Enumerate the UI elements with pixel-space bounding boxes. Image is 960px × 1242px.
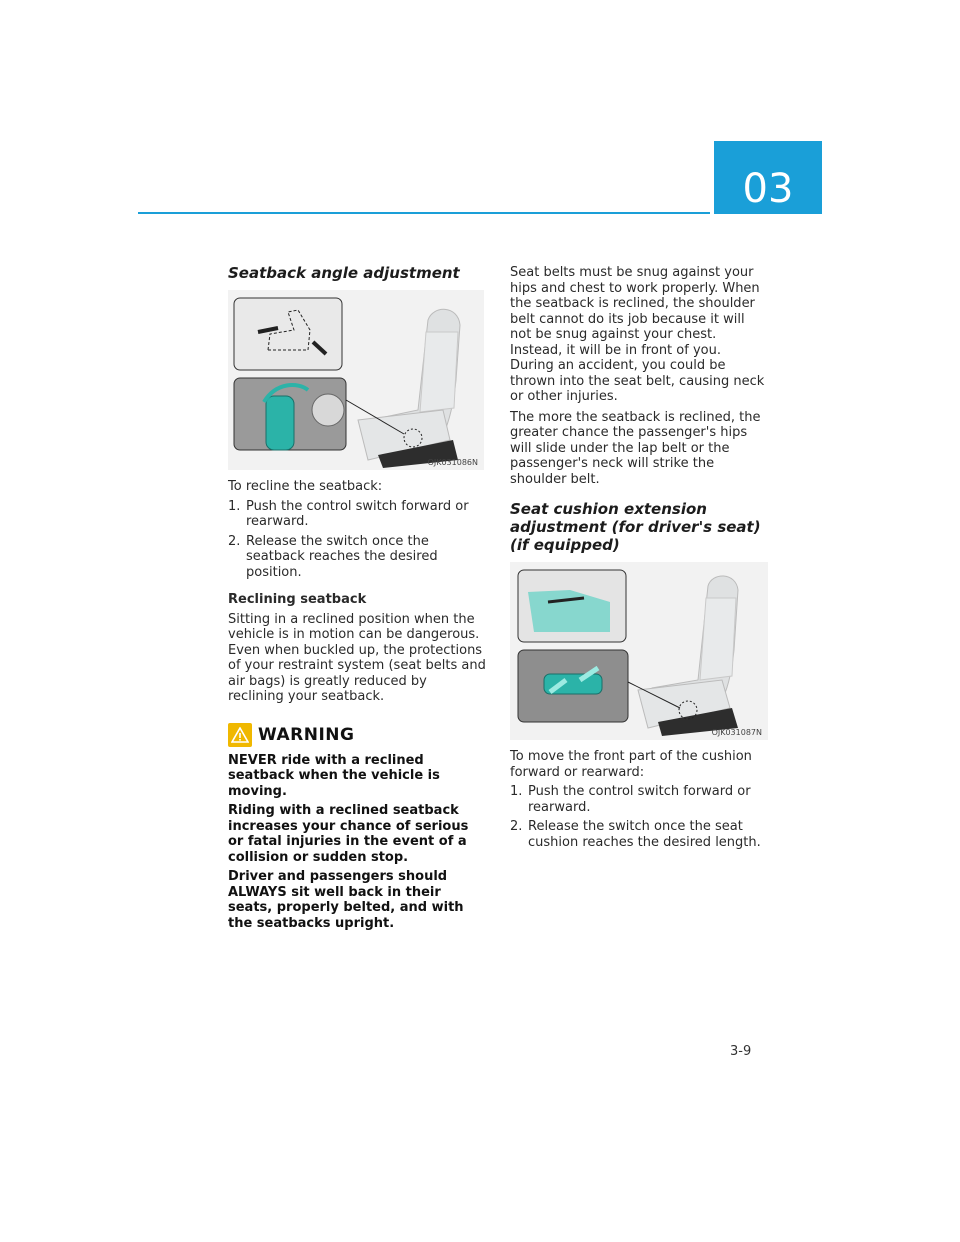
step-text: Push the control switch forward or rearward. [246, 498, 469, 529]
figure-code: OJK031087N [711, 728, 762, 737]
warning-text-3: Driver and passengers should ALWAYS sit well back in their seats, properly belted, and with the seatbacks upright. [228, 869, 464, 931]
intro-text: To move the front part of the cushion forward or rearward: [510, 749, 752, 780]
step-text: Release the switch once the seatback reaches the desired position. [246, 533, 438, 580]
left-column [228, 264, 486, 931]
seatbelt-paragraph: Seat belts must be snug against your hips and chest to work properly. When the seatback is reclined, the shoulder belt cannot do its job because it will not be snug against your chest. Instead, it will be in front of you. During an accident, you could be thrown into the seat belt, causing neck or other injuries. [510, 265, 765, 404]
section-heading-cushion-extension: Seat cushion extension adjustment (for driver's seat) (if equipped) [510, 500, 761, 554]
reclining-text: Sitting in a reclined position when the vehicle is in motion can be dangerous. Even when buckled up, the protections of your restraint system (seat belts and air bags) is greatly reduced by reclining your seatback. [228, 611, 486, 704]
steps-list [228, 499, 486, 581]
intro-text: To recline the seatback: [228, 479, 383, 494]
warning-box [228, 723, 486, 932]
recline-paragraph: The more the seatback is reclined, the greater chance the passenger's hips will slide under the lap belt or the passenger's neck will strike the shoulder belt. [510, 409, 761, 487]
list-item [228, 499, 486, 530]
warning-text-1: NEVER ride with a reclined seatback when the vehicle is moving. [228, 752, 440, 799]
seat-cushion-illustration [510, 562, 768, 740]
list-item [510, 784, 768, 815]
chapter-tab [714, 141, 822, 214]
header-rule [138, 212, 710, 214]
step-number: 2. [510, 819, 523, 834]
right-column [510, 265, 768, 854]
list-item [228, 534, 486, 581]
step-number: 1. [228, 498, 241, 514]
figure-code: OJK031086N [427, 458, 478, 467]
warning-text-2: Riding with a reclined seatback increases your chance of serious or fatal injuries in the event of a collision or sudden stop. [228, 803, 469, 865]
warning-title: WARNING [258, 724, 355, 745]
seat-illustration [228, 290, 484, 470]
warning-triangle-icon [228, 723, 252, 747]
step-number: 1. [510, 784, 523, 799]
sub-heading-reclining: Reclining seatback [228, 592, 367, 607]
chapter-number: 03 [742, 166, 794, 212]
steps-list [510, 784, 768, 850]
step-text: Release the switch once the seat cushion reaches the desired length. [528, 819, 761, 850]
list-item [510, 819, 768, 850]
figure-cushion-extension [510, 562, 768, 740]
step-text: Push the control switch forward or rearward. [528, 784, 751, 815]
figure-seatback-angle [228, 290, 484, 470]
step-number: 2. [228, 533, 241, 549]
section-heading-seatback-angle: Seatback angle adjustment [228, 264, 460, 282]
warning-header [228, 723, 486, 747]
page-number: 3-9 [730, 1044, 752, 1059]
